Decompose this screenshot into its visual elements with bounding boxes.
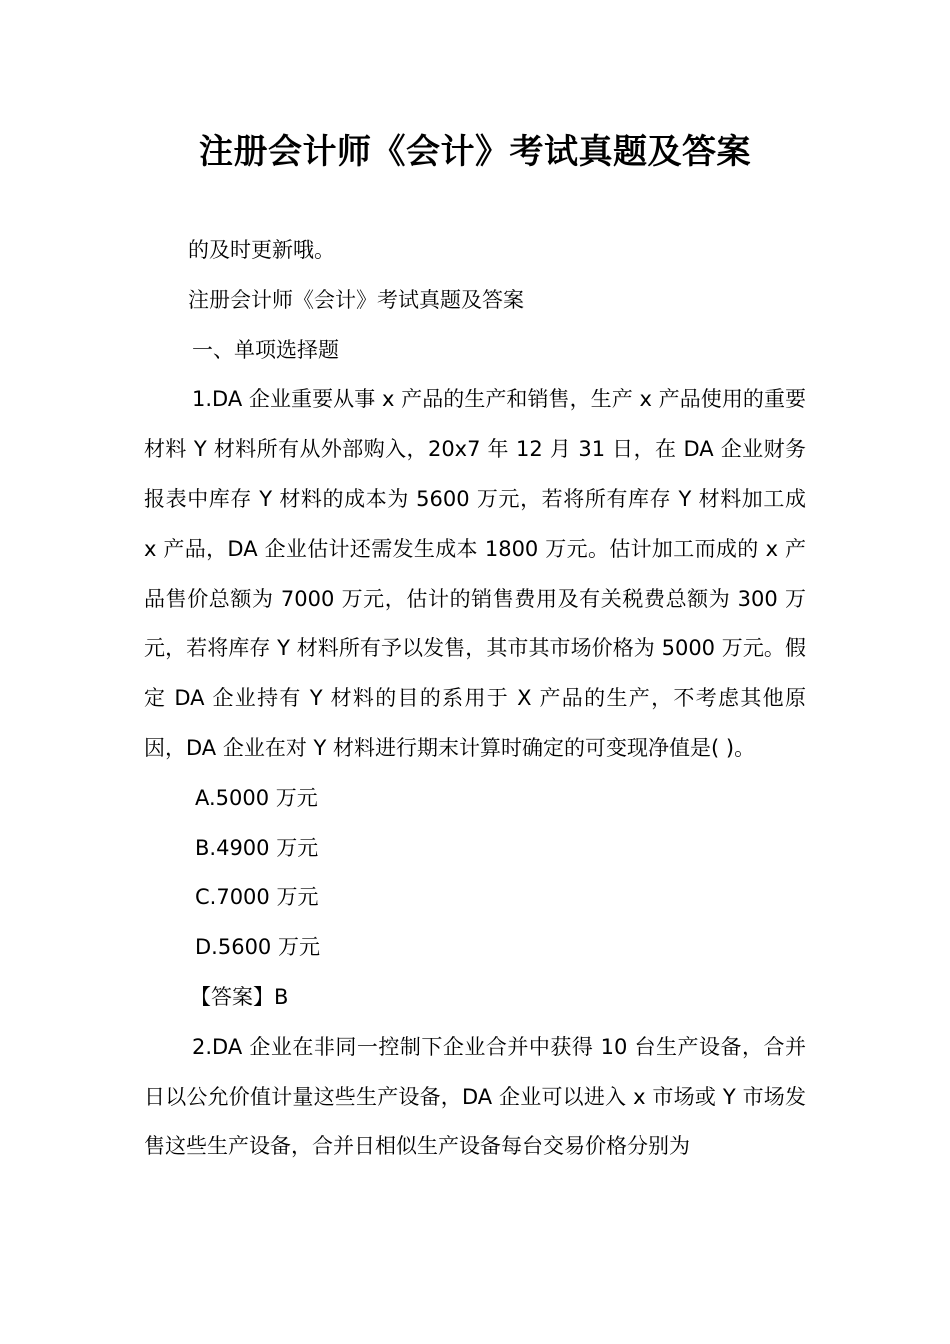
question-1-text: 1.DA 企业重要从事 x 产品的生产和销售，生产 x 产品使用的重要材料 Y 材料所有从外部购入，20x7 年 12 月 31 日，在 DA 企业财务报表中库存 Y 材料的成本为 5600 万元，若将所有库存 Y 材料加工成 x 产品，DA 企业估计还需发生成本 1800 万元。估计加工而成的 x 产品售价总额为 7000 万元，估计的销售费用及有关税费总额为 300 万元，若将库存 Y 材料所有予以发售，其市其市场价格为 5000 万元。假定 DA 企业持有 Y 材料的目的系用于 X 产品的生产，不考虑其他原因，DA 企业在对 Y 材料进行期末计算时确定的可变现净值是( )。 (144, 387, 806, 760)
question-1-answer: 【答案】B (190, 984, 289, 1009)
question-1-option-c: C.7000 万元 (195, 885, 319, 910)
intro-line: 的及时更新哦。 (188, 238, 335, 262)
question-1-option-b: B.4900 万元 (195, 835, 319, 860)
document-title: 注册会计师《会计》考试真题及答案 (199, 132, 751, 172)
document-body (144, 226, 806, 1172)
question-1-option-d: D.5600 万元 (195, 935, 320, 960)
section-heading: 一、单项选择题 (192, 337, 339, 362)
document-subtitle: 注册会计师《会计》考试真题及答案 (188, 287, 524, 312)
question-1-option-a: A.5000 万元 (195, 785, 318, 810)
question-2-text: 2.DA 企业在非同一控制下企业合并中获得 10 台生产设备，合并日以公允价值计量这些生产设备，DA 企业可以进入 x 市场或 Y 市场发售这些生产设备，合并日相似生产设备每台交易价格分别为 (144, 1034, 806, 1159)
